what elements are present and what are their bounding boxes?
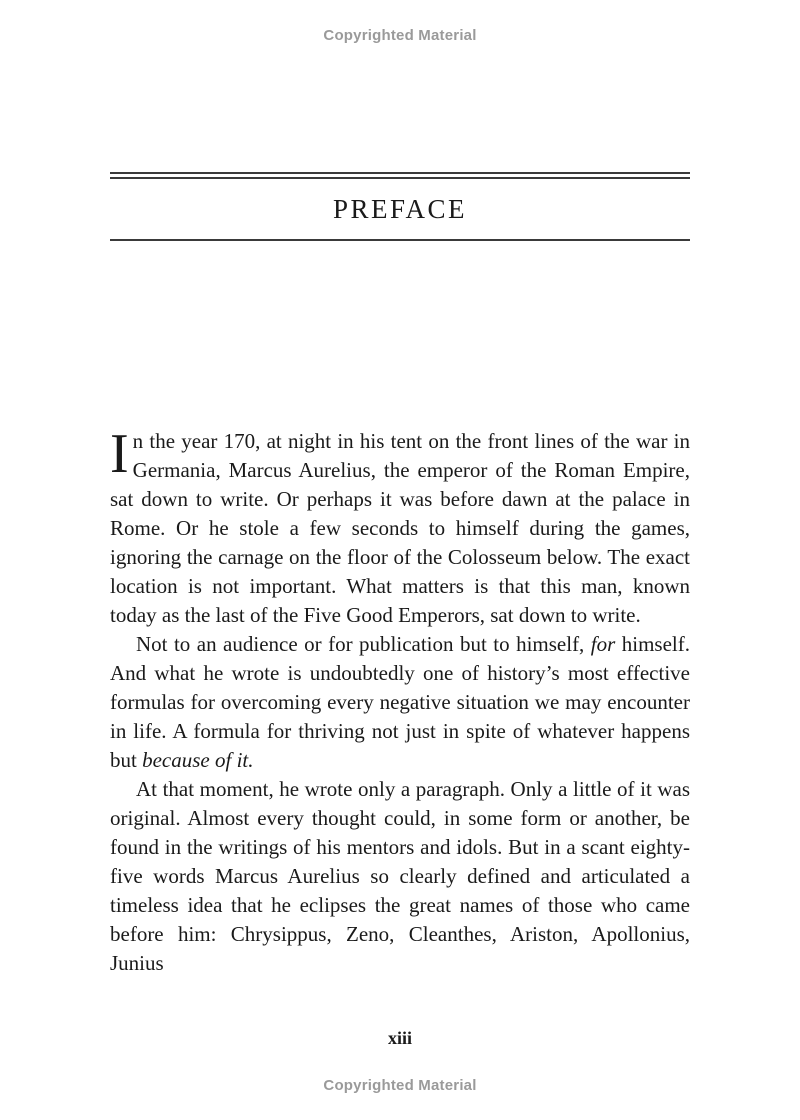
- paragraph-2-text-a: Not to an audience or for publication but to himself,: [136, 632, 591, 656]
- drop-cap: I: [110, 423, 129, 485]
- copyright-watermark-bottom: Copyrighted Material: [323, 1077, 477, 1094]
- paragraph-3-text: At that moment, he wrote only a paragraph. Only a little of it was original. Almost every thought could, in some form or another, be found in the writings of his mentors and idols. But in a scant eighty-five words Marcus Aurelius so clearly defined and articulated a timeless idea that he eclipses the great names of those who came before him: Chrysippus, Zeno, Cleanthes, Ariston, Apollonius, Junius: [110, 777, 690, 975]
- chapter-title: PREFACE: [332, 194, 468, 224]
- title-rule-top-lower: [110, 177, 690, 179]
- body-text: [110, 423, 690, 978]
- paragraph-1: [110, 423, 690, 630]
- title-rule-top-upper: [110, 172, 690, 174]
- title-rule-bottom: [110, 239, 690, 241]
- page-number: xiii: [387, 1028, 412, 1048]
- paragraph-1-text: n the year 170, at night in his tent on the front lines of the war in Germania, Marcus Aurelius, the emperor of the Roman Empire, sat down to write. Or perhaps it was before dawn at the palace in Rome. Or he stole a few seconds to himself during the games, ignoring the carnage on the floor of the Colosseum below. The exact location is not important. What matters is that this man, known today as the last of the Five Good Emperors, sat down to write.: [110, 429, 690, 627]
- paragraph-2-text-b: himself. And what he wrote is undoubtedly one of history’s most effective formulas for overcoming every negative situation we may encounter in life. A formula for thriving not just in spite of whatever happens but: [110, 632, 690, 772]
- paragraph-2-emphasis-b: because of it.: [142, 748, 254, 772]
- paragraph-3: [110, 775, 690, 978]
- copyright-watermark-top: Copyrighted Material: [323, 27, 477, 44]
- paragraph-2: [110, 630, 690, 775]
- paragraph-2-emphasis-a: for: [590, 632, 616, 656]
